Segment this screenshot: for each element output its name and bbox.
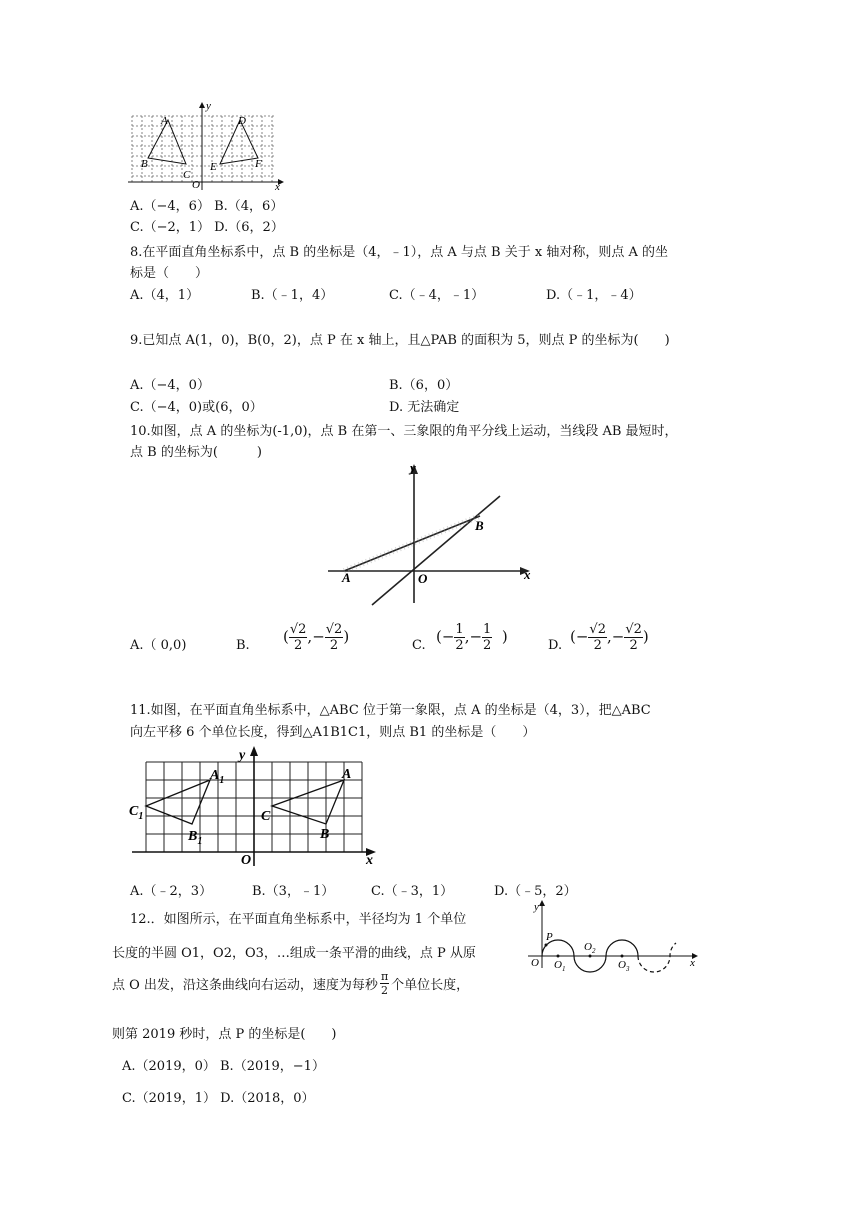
q11-option-b: B.（3，﹣1） xyxy=(252,884,335,899)
q12-origin-label: O xyxy=(531,957,539,969)
q8-option-d: D.（﹣1，﹣4） xyxy=(546,288,642,303)
q12-stem-line4: 则第 2019 秒时，点 P 的坐标是( ) xyxy=(112,1027,337,1042)
q7-x-label: x xyxy=(275,181,280,193)
q7-figure xyxy=(128,100,288,192)
q7-point-e: E xyxy=(210,161,217,173)
q10-b-den2: 2 xyxy=(329,638,339,653)
q12-y-label: y xyxy=(534,901,539,913)
q10-c-num1: 1 xyxy=(455,622,464,637)
q11-stem-line1: 11.如图，在平面直角坐标系中，△ABC 位于第一象限，点 A 的坐标是（4，3），把△ABC xyxy=(130,703,651,718)
q10-d-num1: √2 xyxy=(589,622,606,637)
q11-point-c1: $C_1$ xyxy=(129,804,144,822)
q10-stem-line1: 10.如图，点 A 的坐标为(-1,0)，点 B 在第一、三象限的角平分线上运动，当线段 AB 最短时， xyxy=(130,424,678,439)
q10-d-den1: 2 xyxy=(593,638,602,653)
q10-d-num2: √2 xyxy=(625,622,642,637)
q10-origin-label: O xyxy=(418,571,428,586)
q11-x-label: x xyxy=(366,853,373,868)
q7-y-label: y xyxy=(206,100,211,112)
q11-option-c: C.（﹣3，1） xyxy=(371,884,454,899)
q10-x-label: x xyxy=(524,567,531,582)
q11-option-d: D.（﹣5，2） xyxy=(494,884,577,899)
q10-c-den2: 2 xyxy=(483,638,492,653)
q10-b-den1: 2 xyxy=(294,638,303,653)
q11-point-b1: $B_1$ xyxy=(188,829,203,847)
q10-option-a: A.（ 0,0) xyxy=(130,638,187,653)
q10-y-label: y xyxy=(410,460,416,475)
q7-point-c: C xyxy=(183,169,191,181)
q8-stem-line2: 标是（ ） xyxy=(130,266,209,281)
q12-two: 2 xyxy=(381,984,389,997)
q7-point-a: A xyxy=(161,115,168,127)
q7-point-d: D xyxy=(238,115,246,127)
q11-stem-line2: 向左平移 6 个单位长度，得到△A1B1C1，则点 B1 的坐标是（ ） xyxy=(130,725,536,740)
q12-center-o3: $O_3$ xyxy=(618,959,630,973)
q8-stem-line1: 8.在平面直角坐标系中，点 B 的坐标是（4，﹣1），点 A 与点 B 关于 x 轴对称，则点 A 的坐 xyxy=(130,245,668,260)
q11-option-a: A.（﹣2，3） xyxy=(130,884,213,899)
q10-point-a: A xyxy=(342,570,351,585)
q9-option-b: B.（6，0） xyxy=(389,378,459,393)
q12-pi: π xyxy=(380,970,389,983)
q10-option-d-letter: D. xyxy=(548,638,563,653)
q10-d-den2: 2 xyxy=(629,638,638,653)
q10-option-b-value: ( $\frac{√2}{2}$ ,− $\frac{√2}{2}$ ) xyxy=(283,622,350,653)
q10-b-num2: √2 xyxy=(325,622,343,637)
q9-stem: 9.已知点 A(1，0)，B(0，2)，点 P 在 x 轴上，且△PAB 的面积为 5，则点 P 的坐标为( ) xyxy=(130,333,670,348)
q12-line3-post: 个单位长度， xyxy=(391,978,470,993)
q12-point-p: P xyxy=(546,931,553,943)
q11-y-label: y xyxy=(239,748,246,763)
q12-stem-line3 xyxy=(112,970,469,997)
q10-option-d-value: (− $\frac{√2}{2}$ ,− $\frac{√2}{2}$ ) xyxy=(570,622,649,653)
q7-origin-label: O xyxy=(192,179,200,191)
q7-point-b: B xyxy=(141,158,148,170)
q12-line3-pre: 点 O 出发，沿这条曲线向右运动，速度为每秒 xyxy=(112,978,378,993)
q10-stem-line2: 点 B 的坐标为( ) xyxy=(130,445,262,460)
q11-point-b: B xyxy=(320,827,330,842)
q11-point-a1: $A_1$ xyxy=(210,768,225,786)
q10-option-c-value: (− $\frac{1}{2}$ ,− $\frac{1}{2}$ ) xyxy=(436,622,508,653)
q10-c-num2: 1 xyxy=(483,622,492,637)
q11-figure xyxy=(128,748,384,870)
q8-option-a: A.（4，1） xyxy=(130,288,200,303)
q12-center-o2: $O_2$ xyxy=(584,941,596,955)
q11-origin-label: O xyxy=(241,853,252,868)
q12-stem-line1: 12.．如图所示，在平面直角坐标系中，半径均为 1 个单位 xyxy=(130,912,467,927)
q8-option-c: C.（﹣4，﹣1） xyxy=(389,288,485,303)
q9-option-c: C.（−4，0)或(6，0） xyxy=(130,400,263,415)
q12-x-label: x xyxy=(690,957,695,969)
q10-option-c-letter: C. xyxy=(412,638,426,653)
q12-center-o1: $O_1$ xyxy=(554,959,566,973)
q12-figure xyxy=(526,898,706,973)
q7-options-cd: C.（−2，1） D.（6，2） xyxy=(130,220,284,235)
q10-option-b-letter: B. xyxy=(236,638,250,653)
q12-options-ab: A.（2019，0） B.（2019，−1） xyxy=(122,1059,325,1074)
q7-point-f: F xyxy=(255,158,262,170)
q10-figure xyxy=(320,458,540,608)
q9-option-a: A.（−4，0） xyxy=(130,378,210,393)
q12-stem-line2: 长度的半圆 O1，O2，O3，…组成一条平滑的曲线，点 P 从原 xyxy=(112,946,476,961)
q12-options-cd: C.（2019，1） D.（2018，0） xyxy=(122,1091,315,1106)
q10-c-den1: 2 xyxy=(455,638,464,653)
q11-point-c: C xyxy=(261,809,271,824)
q11-point-a: A xyxy=(342,767,352,782)
q9-option-d: D. 无法确定 xyxy=(389,400,460,415)
q7-options-ab: A.（−4，6） B.（4，6） xyxy=(130,199,284,214)
q10-point-b: B xyxy=(475,518,484,533)
q8-option-b: B.（﹣1，4） xyxy=(251,288,334,303)
q10-b-num1: √2 xyxy=(289,622,307,637)
